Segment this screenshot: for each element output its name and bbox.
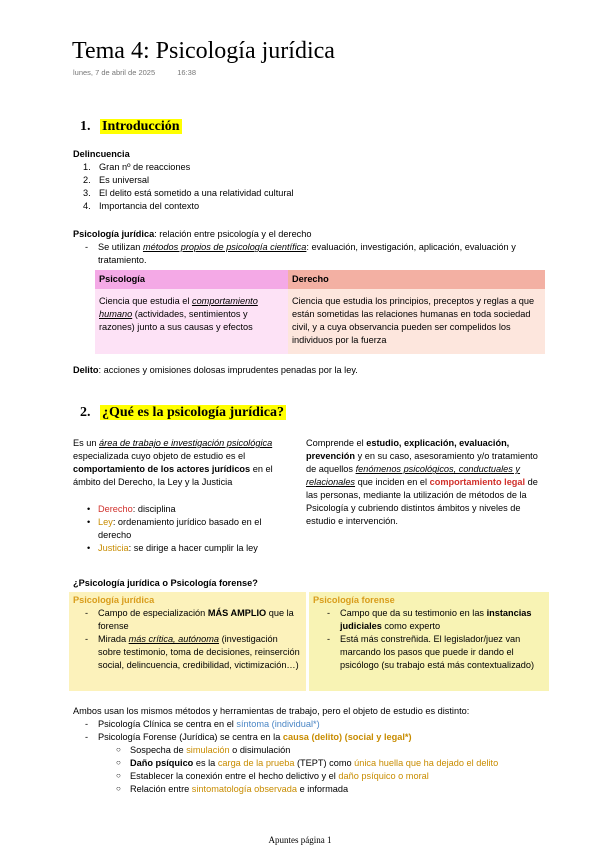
page-date: lunes, 7 de abril de 2025 xyxy=(73,68,156,77)
list-item: - Campo de especialización MÁS AMPLIO que la forense xyxy=(85,607,302,633)
list-text xyxy=(98,503,176,516)
delito-definition xyxy=(73,364,551,377)
list-item: • Ley: ordenamiento jurídico basado en el derecho xyxy=(87,516,291,542)
ambos-list xyxy=(85,718,553,744)
text-run: simulación xyxy=(186,745,230,756)
table-cell-psicologia xyxy=(95,289,288,354)
list-text xyxy=(98,516,291,542)
forense-cell xyxy=(309,592,549,691)
text-run: síntoma (individual*) xyxy=(236,719,320,730)
text-run: estudio, explicación, evaluación, prevención xyxy=(306,438,510,462)
text-run: Mirada xyxy=(98,634,129,645)
section-title: ¿Qué es la psicología jurídica? xyxy=(102,405,284,420)
text-run: Derecho xyxy=(98,504,133,515)
text-run: Es un xyxy=(73,438,100,448)
delito-text: : acciones y omisiones dolosas imprudentes penadas por la ley. xyxy=(98,365,358,375)
list-text: Gran nº de reacciones xyxy=(99,162,191,173)
text-run: de las personas, mediante la utilización de métodos de la Psicología y cubriendo distintos ámbitos y niveles de estudio e intervención. xyxy=(306,477,538,527)
text-run: : ordenamiento jurídico basado en el derecho xyxy=(98,517,262,541)
table-header-derecho: Derecho xyxy=(288,270,545,289)
text-run: e informada xyxy=(297,784,349,795)
list-text xyxy=(98,633,302,672)
text-run: Psicología Clínica se centra en el xyxy=(98,719,237,730)
text-run: Relación entre xyxy=(130,784,192,795)
text-run: área de trabajo e investigación psicológica xyxy=(99,438,273,448)
list-item: - Se utilizan métodos propios de psicología científica: evaluación, investigación, aplicación, evaluación y tratamiento. xyxy=(85,241,551,267)
s2-left-paragraph xyxy=(73,437,291,489)
text-run: especializada cuyo objeto de estudio es el xyxy=(73,451,246,462)
list-text xyxy=(98,607,302,633)
juridica-vs-forense-question: ¿Psicología jurídica o Psicología forense? xyxy=(73,578,258,588)
page-title: Tema 4: Psicología jurídica xyxy=(72,38,335,64)
juridica-heading: Psicología jurídica xyxy=(73,595,155,605)
list-item: - Mirada más crítica, autónoma (investigación sobre testimonio, toma de decisiones, reinserción social, delincuencia, credibilidad, victimización…) xyxy=(85,633,302,672)
list-number: 2. xyxy=(83,175,91,186)
list-text xyxy=(340,607,545,633)
text-run: Sospecha de xyxy=(130,745,187,756)
forense-heading: Psicología forense xyxy=(313,595,395,605)
text-run: Ciencia que estudia el xyxy=(99,296,192,307)
text-run: : se dirige a hacer cumplir la ley xyxy=(128,543,258,554)
text-run: única huella que ha dejado el delito xyxy=(354,758,499,769)
text-run: Establecer la conexión entre el hecho delictivo y el xyxy=(130,771,339,782)
pj-definition xyxy=(73,228,551,241)
section-number: 1. xyxy=(80,119,91,134)
page-time: 16:38 xyxy=(177,68,197,77)
juridica-list xyxy=(85,607,302,672)
ambos-block xyxy=(73,705,553,796)
list-item xyxy=(83,187,543,200)
delincuencia-list xyxy=(83,161,543,213)
s2-bullets xyxy=(87,503,291,555)
list-text: Importancia del contexto xyxy=(99,201,200,212)
text-run: Psicología Forense (Jurídica) se centra en la xyxy=(98,732,283,743)
text-run: sintomatología observada xyxy=(191,784,298,795)
text-run: : evaluación, investigación, aplicación, evaluación y tratamiento. xyxy=(98,242,516,266)
list-item: • Justicia: se dirige a hacer cumplir la ley xyxy=(87,542,291,555)
text-run: daño psíquico o moral xyxy=(338,771,429,782)
page-footer: Apuntes página 1 xyxy=(268,835,332,845)
text-run: comportamiento humano xyxy=(99,296,258,320)
table-cell-derecho: Ciencia que estudia los principios, preceptos y reglas a que están sometidas las relaciones humanas en toda sociedad civil, y a cuya observancia pueden ser compelidos los individuos por la fuerza xyxy=(288,289,545,354)
list-text xyxy=(130,783,348,796)
pj-text: : relación entre psicología y el derecho xyxy=(154,229,312,239)
text-run: en el ámbito del Derecho, la Ley y la Justicia xyxy=(73,464,273,488)
list-number: 4. xyxy=(83,201,91,212)
text-run: MÁS AMPLIO xyxy=(207,608,267,619)
text-run: Campo de especialización xyxy=(98,608,208,619)
text-run: Justicia xyxy=(98,543,129,554)
text-run: comportamiento de los actores jurídicos xyxy=(73,464,251,475)
psicologia-derecho-table xyxy=(95,270,545,354)
juridica-cell xyxy=(69,592,306,691)
list-item: ○ Establecer la conexión entre el hecho delictivo y el daño psíquico o moral xyxy=(116,770,553,783)
page-meta xyxy=(73,68,216,79)
section-1-heading xyxy=(80,117,182,137)
text-run: es la xyxy=(193,758,218,769)
text-run: Campo que da su testimonio en las xyxy=(340,608,487,619)
text-run: instancias judiciales xyxy=(340,608,532,632)
list-text: El delito está sometido a una relatividad cultural xyxy=(99,188,294,199)
section-number: 2. xyxy=(80,405,91,420)
text-run: fenómenos psicológicos, conductuales y relacionales xyxy=(306,464,521,488)
list-text: Es universal xyxy=(99,175,150,186)
delincuencia-block xyxy=(73,148,543,213)
text-run: que inciden en el xyxy=(355,477,430,488)
text-run: causa (delito) (social y legal*) xyxy=(282,732,412,743)
list-item: ○ Relación entre sintomatología observada e informada xyxy=(116,783,553,796)
list-text xyxy=(98,542,258,555)
psicologia-juridica-block xyxy=(73,228,551,267)
text-run: Se utilizan xyxy=(98,242,143,253)
table-header-psicologia: Psicología xyxy=(95,270,288,289)
text-run: Daño psíquico xyxy=(130,758,194,769)
text-run: (actividades, sentimientos y razones) junto a sus causas y efectos xyxy=(99,309,253,333)
text-run: que la forense xyxy=(98,608,294,632)
text-run: (TEPT) como xyxy=(294,758,355,769)
text-run: y en su caso, asesoramiento y/o tratamiento de aquellos xyxy=(306,451,538,475)
list-item: - Psicología Forense (Jurídica) se centra en la causa (delito) (social y legal*) xyxy=(85,731,553,744)
list-item xyxy=(83,161,543,174)
delito-label: Delito xyxy=(73,365,99,375)
list-item xyxy=(83,200,543,213)
delincuencia-label: Delincuencia xyxy=(73,149,130,159)
list-item: ○ Daño psíquico es la carga de la prueba (TEPT) como única huella que ha dejado el delito xyxy=(116,757,553,770)
text-run: Comprende el xyxy=(306,438,367,448)
list-item: - Está más constreñida. El legislador/juez van marcando los pasos que puede ir dando el psicólogo (su trabajo está más contextualizado) xyxy=(327,633,545,672)
list-text: Está más constreñida. El legislador/juez van marcando los pasos que puede ir dando el psicólogo (su trabajo está más contextualizado) xyxy=(340,634,535,671)
list-text xyxy=(130,757,498,770)
list-text xyxy=(98,241,551,267)
forense-sublist xyxy=(116,744,553,796)
text-run: o disimulación xyxy=(229,745,291,756)
list-item: - Campo que da su testimonio en las instancias judiciales como experto xyxy=(327,607,545,633)
text-run: carga de la prueba xyxy=(217,758,295,769)
text-run: métodos propios de psicología científica xyxy=(142,242,307,253)
list-item: ○ Sospecha de simulación o disimulación xyxy=(116,744,553,757)
list-item: • Derecho: disciplina xyxy=(87,503,291,516)
text-run: comportamiento legal xyxy=(429,477,526,488)
text-run: como experto xyxy=(381,621,441,632)
s2-right-column xyxy=(306,437,546,528)
forense-list xyxy=(327,607,545,672)
ambos-text: Ambos usan los mismos métodos y herramientas de trabajo, pero el objeto de estudio es distinto: xyxy=(73,706,470,716)
section-2-heading xyxy=(80,403,286,423)
list-text xyxy=(98,718,320,731)
pj-bullets xyxy=(85,241,551,267)
list-text xyxy=(130,770,429,783)
s2-left-column xyxy=(73,437,291,556)
list-text xyxy=(98,731,412,744)
list-number: 1. xyxy=(83,162,91,173)
text-run: (investigación sobre testimonio, toma de decisiones, reinserción social, delincuencia, credibilidad, victimización…) xyxy=(98,634,300,671)
section-title: Introducción xyxy=(102,119,180,134)
list-item: - Psicología Clínica se centra en el síntoma (individual*) xyxy=(85,718,553,731)
list-text xyxy=(130,744,290,757)
text-run: Ley xyxy=(98,517,113,528)
text-run: más crítica, autónoma xyxy=(128,634,220,645)
pj-label: Psicología jurídica xyxy=(73,229,155,239)
list-number: 3. xyxy=(83,188,91,199)
list-item xyxy=(83,174,543,187)
text-run: : disciplina xyxy=(132,504,176,515)
